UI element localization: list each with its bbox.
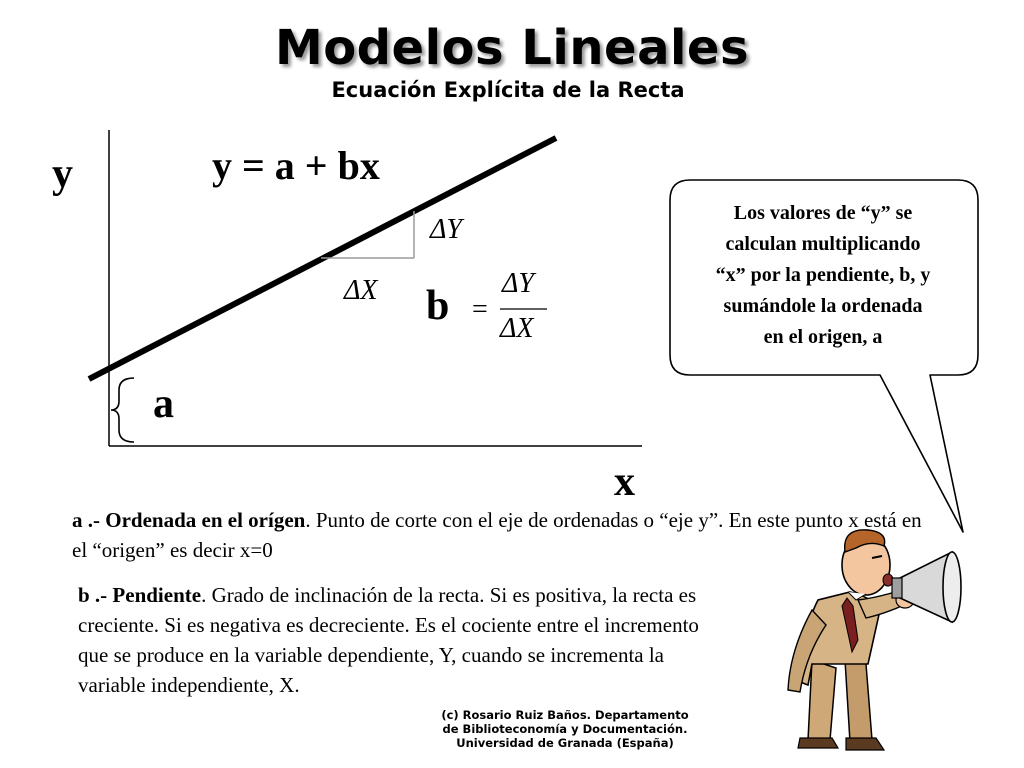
delta-x-triangle-label: ΔX	[344, 275, 378, 306]
delta-y-triangle-label: ΔY	[430, 214, 463, 245]
bubble-line: calculan multiplicando	[725, 233, 921, 255]
bubble-line: sumándole la ordenada	[723, 295, 923, 317]
x-axis-label: x	[614, 459, 635, 505]
credit-line: Universidad de Granada (España)	[456, 736, 674, 750]
slope-definition	[78, 580, 718, 700]
intercept-definition	[72, 505, 932, 565]
bubble-line: “x” por la pendiente, b, y	[715, 264, 931, 286]
slide-subtitle: Ecuación Explícita de la Recta	[331, 78, 685, 102]
credit-line: de Biblioteconomía y Documentación.	[442, 722, 688, 736]
intercept-brace	[111, 378, 134, 442]
intercept-description: . Punto de corte con el eje de ordenadas o “eje y”. En este punto x está en el “origen” es decir x=0	[72, 508, 922, 562]
slide-title: Modelos Lineales	[274, 20, 750, 76]
speech-bubble-text	[680, 198, 966, 353]
copyright-credit	[410, 708, 720, 750]
slope-equals-sign: =	[472, 294, 488, 325]
line-equation: y = a + bx	[212, 143, 380, 188]
bubble-line: Los valores de “y” se	[733, 202, 913, 224]
slope-label: b	[426, 283, 450, 329]
slope-description: . Grado de inclinación de la recta. Si es positiva, la recta es creciente. Si es negativa es decreciente. Es el cociente entre el incremento que se produce en la variable dependiente, Y, cuando se incrementa la variable independiente, X.	[78, 583, 699, 697]
slope-fraction-numerator: ΔY	[502, 268, 535, 299]
intercept-label: a	[153, 381, 174, 427]
credit-line: (c) Rosario Ruiz Baños. Departamento	[441, 708, 689, 722]
slope-fraction-denominator: ΔX	[500, 313, 534, 344]
y-axis-label: y	[52, 151, 73, 197]
bubble-line: en el origen, a	[763, 326, 883, 348]
slope-term: b .- Pendiente	[78, 583, 202, 607]
intercept-term: a .- Ordenada en el orígen	[72, 508, 306, 532]
